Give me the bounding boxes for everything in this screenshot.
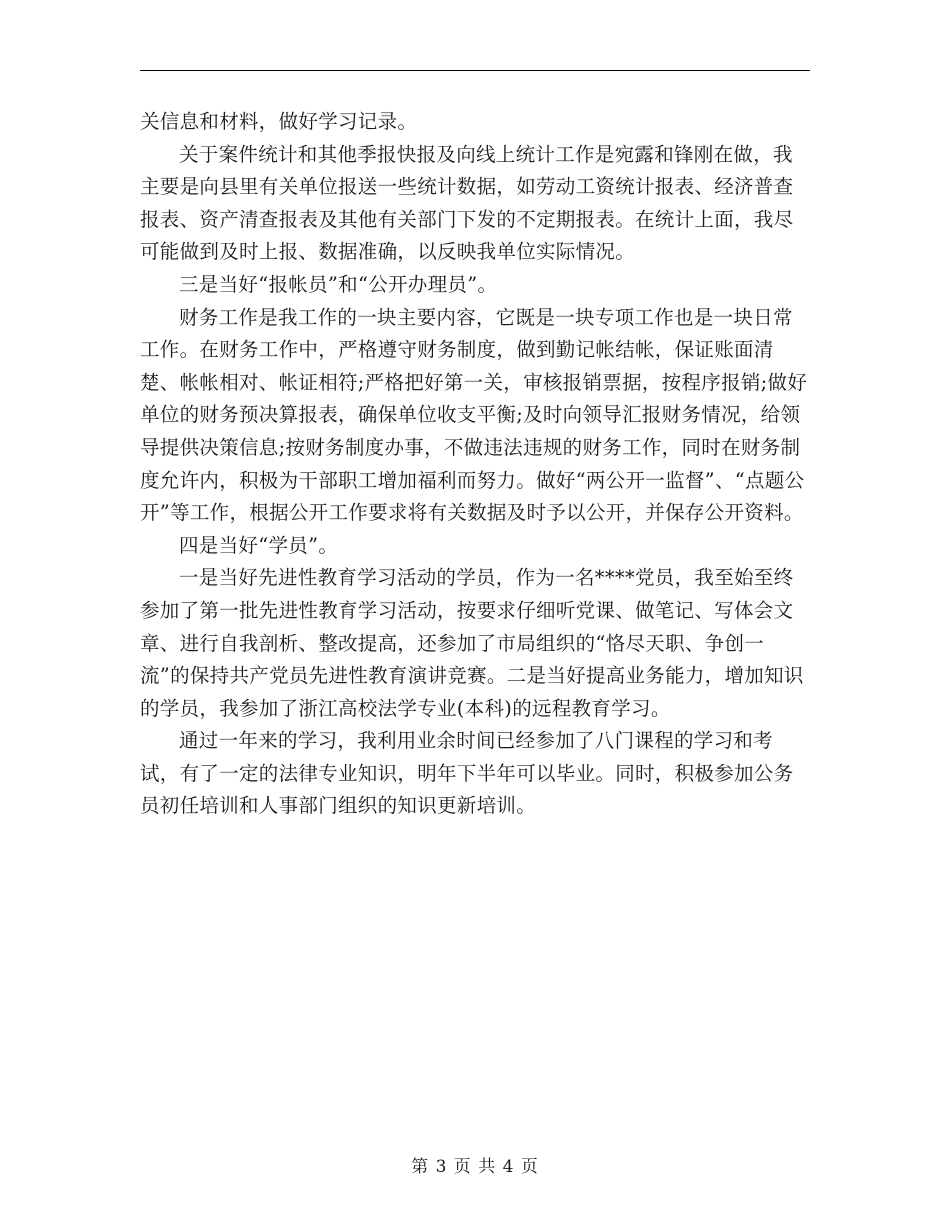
paragraph: 关于案件统计和其他季报快报及向线上统计工作是宛露和锋刚在做，我主要是向县里有关单位报送一些统计数据，如劳动工资统计报表、经济普查报表、资产清查报表及其他有关部门下发的不定期报表。在统计上面，我尽可能做到及时上报、数据准确，以反映我单位实际情况。: [140, 142, 794, 264]
header-rule: [140, 70, 810, 71]
document-body: [140, 106, 812, 823]
paragraph: 关信息和材料，做好学习记录。: [140, 110, 418, 133]
page-number-footer: 第 3 页 共 4 页: [411, 1157, 539, 1177]
paragraph: 三是当好“报帐员”和“公开办理员”。: [179, 272, 498, 296]
paragraph: 财务工作是我工作的一块主要内容，它既是一块专项工作也是一块日常工作。在财务工作中，严格遵守财务制度，做到勤记帐结帐，保证账面清楚、帐帐相对、帐证相符;严格把好第一关，审核报销票据，按程序报销;做好单位的财务预决算报表，确保单位收支平衡;及时向领导汇报财务情况，给领导提供决策信息;按财务制度办事，不做违法违规的财务工作，同时在财务制度允许内，积极为干部职工增加福利而努力。做好“两公开一监督”、“点题公开”等工作，根据公开工作要求将有关数据及时予以公开，并保存公开资料。: [140, 305, 808, 525]
paragraph: 四是当好“学员”。: [179, 533, 339, 557]
paragraph: 通过一年来的学习，我利用业余时间已经参加了八门课程的学习和考试，有了一定的法律专业知识，明年下半年可以毕业。同时，积极参加公务员初任培训和人事部门组织的知识更新培训。: [140, 729, 794, 818]
paragraph: 一是当好先进性教育学习活动的学员，作为一名****党员，我至始至终参加了第一批先进性教育学习活动，按要求仔细听党课、做笔记、写体会文章、进行自我剖析、整改提高，还参加了市局组织的“恪尽天职、争创一流”的保持共产党员先进性教育演讲竞赛。二是当好提高业务能力，增加知识的学员，我参加了浙江高校法学专业(本科)的远程教育学习。: [140, 566, 804, 720]
